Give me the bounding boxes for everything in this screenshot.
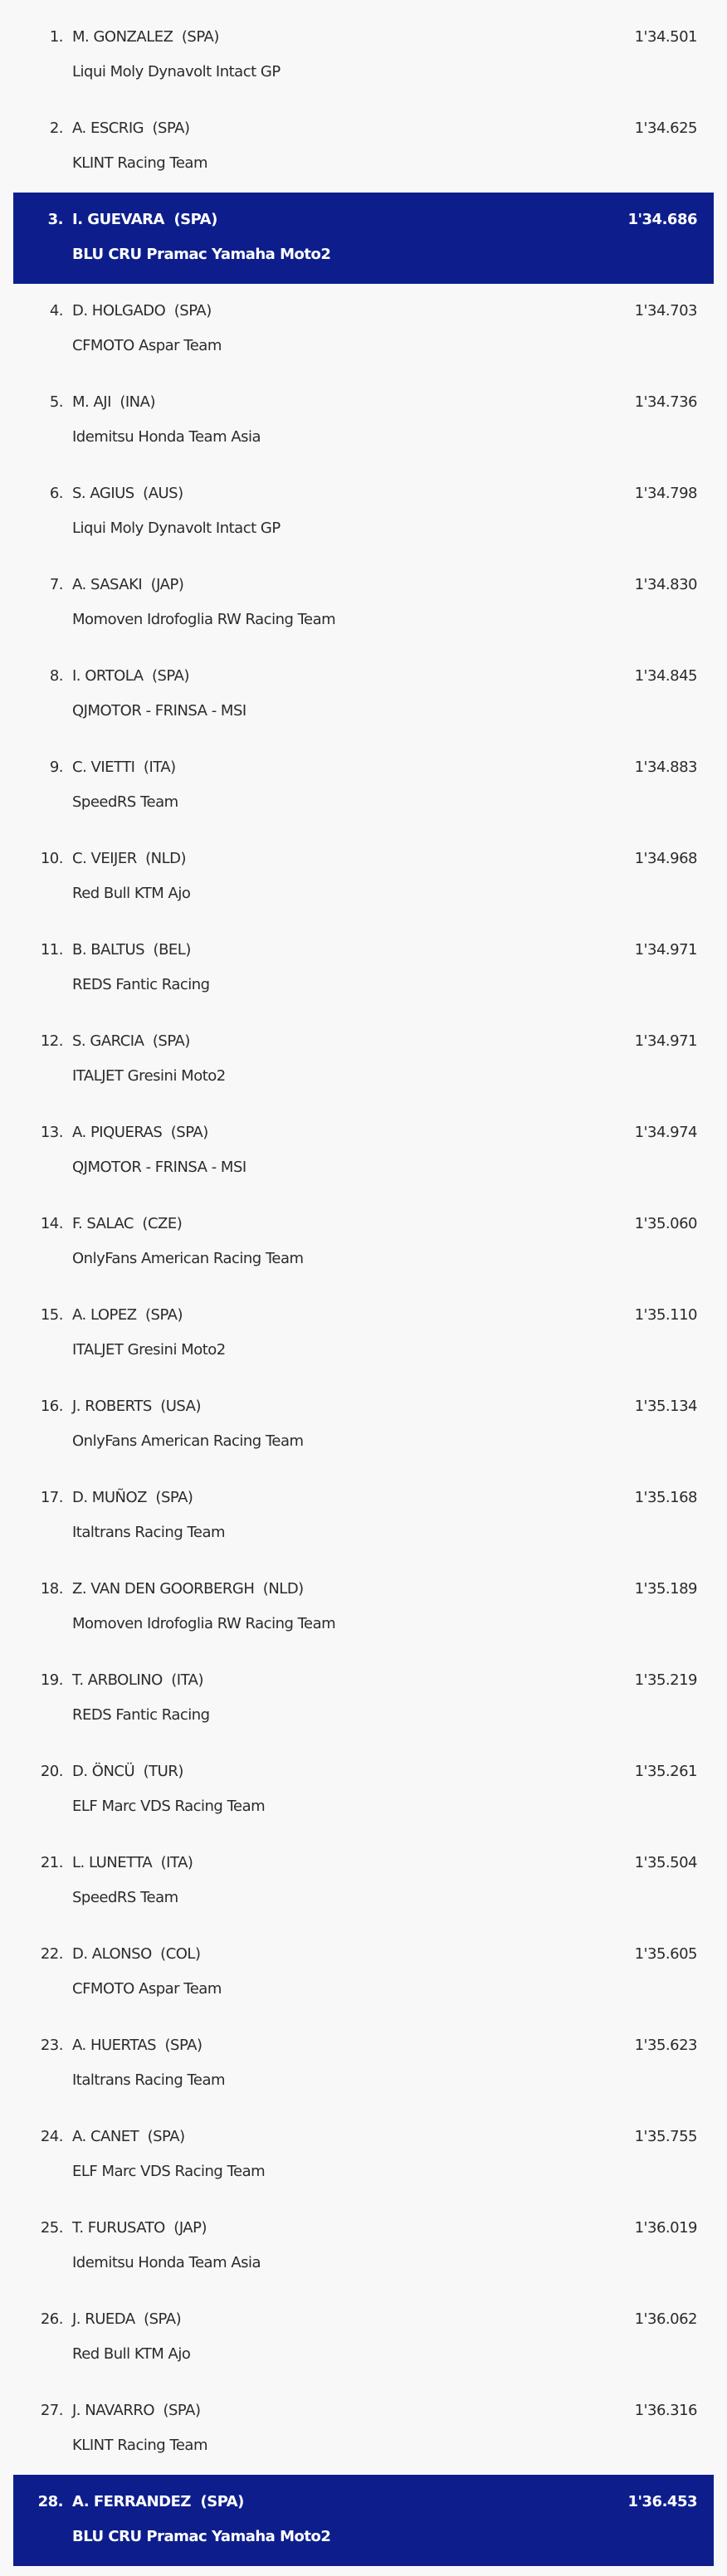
rider-name: A. LOPEZ (SPA) [72,1306,183,1324]
rider-position: 9. [49,759,63,776]
team-name: Liqui Moly Dynavolt Intact GP [72,63,281,80]
rider-position: 10. [40,850,63,867]
rider-position: 25. [40,2219,63,2237]
rider-position: 27. [40,2402,63,2419]
rider-name: M. AJI (INA) [72,393,155,411]
lap-time: 1'34.703 [634,302,697,320]
result-row[interactable] [13,1105,714,1197]
team-name: BLU CRU Pramac Yamaha Moto2 [72,246,331,263]
result-row[interactable] [13,2201,714,2292]
team-name: REDS Fantic Racing [72,976,210,993]
rider-name: C. VIETTI (ITA) [72,759,176,776]
result-row-highlighted[interactable] [13,2475,714,2566]
lap-time: 1'35.189 [634,1580,697,1598]
lap-time: 1'34.501 [634,28,697,46]
result-row[interactable] [13,2383,714,2475]
rider-name: I. ORTOLA (SPA) [72,667,189,685]
lap-time: 1'35.060 [634,1215,697,1232]
team-name: Idemitsu Honda Team Asia [72,428,261,446]
result-row[interactable] [13,1288,714,1379]
lap-time: 1'36.019 [634,2219,697,2237]
lap-time: 1'35.134 [634,1398,697,1415]
result-row-highlighted[interactable] [13,193,714,284]
result-row[interactable] [13,2110,714,2201]
result-row[interactable] [13,284,714,375]
result-row[interactable] [13,1197,714,1288]
team-name: Italtrans Racing Team [72,2071,226,2089]
team-name: Idemitsu Honda Team Asia [72,2254,261,2271]
team-name: Italtrans Racing Team [72,1524,226,1541]
rider-name: D. ÖNCÜ (TUR) [72,1763,183,1780]
lap-time: 1'36.316 [634,2402,697,2419]
team-name: QJMOTOR - FRINSA - MSI [72,1159,246,1176]
lap-time: 1'35.261 [634,1763,697,1780]
team-name: Red Bull KTM Ajo [72,885,191,902]
rider-name: C. VEIJER (NLD) [72,850,187,867]
team-name: ITALJET Gresini Moto2 [72,1341,226,1359]
rider-name: J. RUEDA (SPA) [72,2310,182,2328]
lap-time: 1'34.736 [634,393,697,411]
rider-position: 14. [40,1215,63,1232]
rider-position: 18. [40,1580,63,1598]
rider-position: 13. [40,1124,63,1141]
rider-name: S. GARCIA (SPA) [72,1032,190,1050]
rider-name: L. LUNETTA (ITA) [72,1854,193,1871]
rider-name: A. PIQUERAS (SPA) [72,1124,208,1141]
rider-position: 15. [40,1306,63,1324]
lap-time: 1'36.062 [634,2310,697,2328]
result-row[interactable] [13,1927,714,2018]
rider-name: S. AGIUS (AUS) [72,485,183,502]
lap-time: 1'34.798 [634,485,697,502]
rider-name: D. ALONSO (COL) [72,1945,201,1963]
result-row[interactable] [13,832,714,923]
rider-name: J. NAVARRO (SPA) [72,2402,201,2419]
lap-time: 1'35.755 [634,2128,697,2145]
team-name: ITALJET Gresini Moto2 [72,1067,226,1085]
rider-position: 22. [40,1945,63,1963]
result-row[interactable] [13,466,714,558]
result-row[interactable] [13,2018,714,2110]
lap-time: 1'36.453 [627,2493,697,2510]
rider-position: 8. [49,667,63,685]
team-name: OnlyFans American Racing Team [72,1250,304,1267]
results-list [0,10,727,2566]
lap-time: 1'35.504 [634,1854,697,1871]
rider-position: 12. [40,1032,63,1050]
result-row[interactable] [13,740,714,832]
lap-time: 1'34.830 [634,576,697,593]
result-row[interactable] [13,1379,714,1471]
result-row[interactable] [13,923,714,1014]
rider-position: 4. [49,302,63,320]
rider-position: 16. [40,1398,63,1415]
team-name: OnlyFans American Racing Team [72,1432,304,1450]
lap-time: 1'34.883 [634,759,697,776]
lap-time: 1'34.971 [634,941,697,959]
rider-position: 6. [49,485,63,502]
lap-time: 1'35.110 [634,1306,697,1324]
team-name: Momoven Idrofoglia RW Racing Team [72,1615,336,1632]
rider-name: T. FURUSATO (JAP) [72,2219,207,2237]
rider-name: B. BALTUS (BEL) [72,941,191,959]
lap-time: 1'34.625 [634,120,697,137]
team-name: SpeedRS Team [72,793,178,811]
rider-position: 11. [40,941,63,959]
lap-time: 1'34.686 [627,211,697,228]
rider-name: I. GUEVARA (SPA) [72,211,217,228]
result-row[interactable] [13,649,714,740]
team-name: QJMOTOR - FRINSA - MSI [72,702,246,720]
team-name: CFMOTO Aspar Team [72,337,222,354]
result-row[interactable] [13,2292,714,2383]
rider-position: 5. [49,393,63,411]
rider-name: A. SASAKI (JAP) [72,576,184,593]
rider-name: A. ESCRIG (SPA) [72,120,190,137]
rider-name: A. CANET (SPA) [72,2128,185,2145]
team-name: KLINT Racing Team [72,2437,207,2454]
rider-name: J. ROBERTS (USA) [72,1398,202,1415]
result-row[interactable] [13,1836,714,1927]
result-row[interactable] [13,558,714,649]
rider-name: A. HUERTAS (SPA) [72,2037,202,2054]
rider-position: 2. [49,120,63,137]
rider-name: D. HOLGADO (SPA) [72,302,212,320]
rider-position: 23. [40,2037,63,2054]
result-row[interactable] [13,1653,714,1744]
result-row[interactable] [13,10,714,101]
rider-position: 7. [49,576,63,593]
rider-position: 1. [49,28,63,46]
result-row[interactable] [13,1744,714,1836]
rider-position: 24. [40,2128,63,2145]
rider-name: A. FERRANDEZ (SPA) [72,2493,244,2510]
team-name: CFMOTO Aspar Team [72,1980,222,1998]
team-name: REDS Fantic Racing [72,1706,210,1724]
lap-time: 1'34.968 [634,850,697,867]
rider-position: 20. [40,1763,63,1780]
lap-time: 1'35.623 [634,2037,697,2054]
lap-time: 1'35.605 [634,1945,697,1963]
lap-time: 1'34.974 [634,1124,697,1141]
lap-time: 1'34.845 [634,667,697,685]
team-name: SpeedRS Team [72,1889,178,1906]
team-name: ELF Marc VDS Racing Team [72,1798,266,1815]
lap-time: 1'35.219 [634,1671,697,1689]
rider-name: D. MUÑOZ (SPA) [72,1489,193,1506]
rider-name: Z. VAN DEN GOORBERGH (NLD) [72,1580,304,1598]
rider-position: 3. [47,211,63,228]
team-name: BLU CRU Pramac Yamaha Moto2 [72,2528,331,2545]
team-name: Liqui Moly Dynavolt Intact GP [72,520,281,537]
rider-name: M. GONZALEZ (SPA) [72,28,219,46]
rider-position: 21. [40,1854,63,1871]
team-name: KLINT Racing Team [72,154,207,172]
lap-time: 1'34.971 [634,1032,697,1050]
rider-name: T. ARBOLINO (ITA) [72,1671,204,1689]
rider-position: 17. [40,1489,63,1506]
team-name: ELF Marc VDS Racing Team [72,2163,266,2180]
rider-name: F. SALAC (CZE) [72,1215,183,1232]
result-row[interactable] [13,1471,714,1562]
result-row[interactable] [13,1014,714,1105]
result-row[interactable] [13,375,714,466]
team-name: Red Bull KTM Ajo [72,2345,191,2363]
rider-position: 26. [40,2310,63,2328]
result-row[interactable] [13,101,714,193]
lap-time: 1'35.168 [634,1489,697,1506]
rider-position: 28. [37,2493,63,2510]
rider-position: 19. [40,1671,63,1689]
result-row[interactable] [13,1562,714,1653]
team-name: Momoven Idrofoglia RW Racing Team [72,611,336,628]
